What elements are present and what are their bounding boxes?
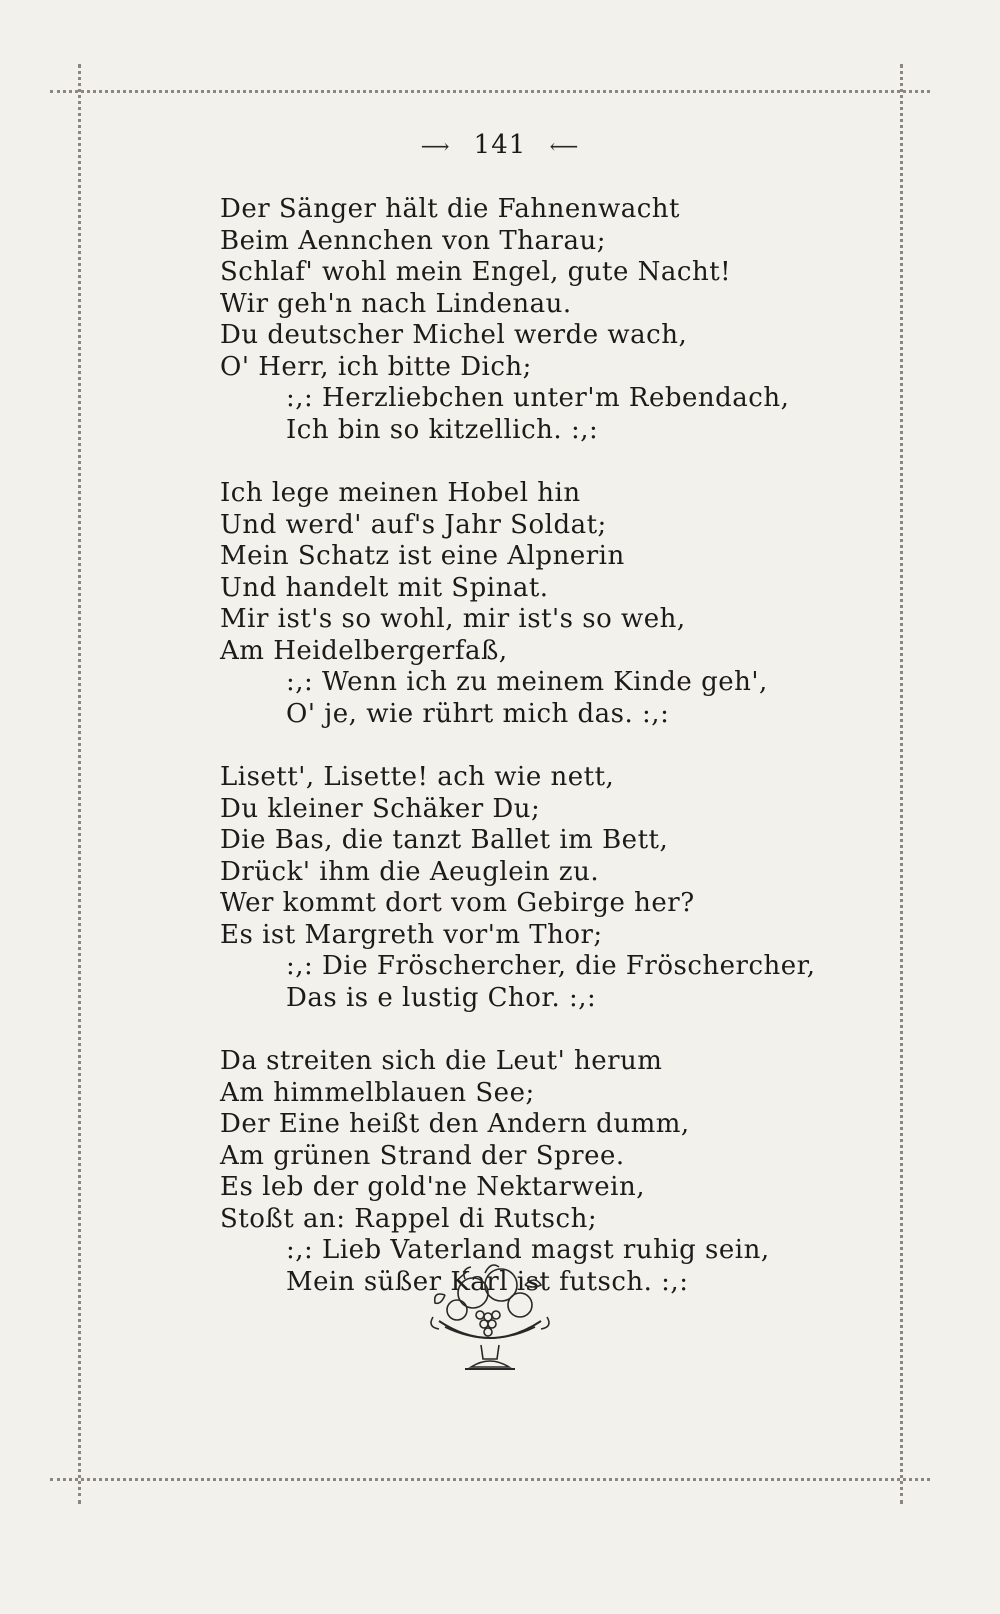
poem-line: Da streiten sich die Leut' herum <box>220 1046 663 1076</box>
poem-line: Der Sänger hält die Fahnenwacht <box>220 194 681 224</box>
page-number: 141 <box>473 130 527 160</box>
poem-line: Du kleiner Schäker Du; <box>220 793 541 824</box>
poem-line: :,: Wenn ich zu meinem Kinde geh', <box>286 667 768 697</box>
poem-line: Der Eine heißt den Andern dumm, <box>220 1109 690 1139</box>
poem-line: Wir geh'n nach Lindenau. <box>220 288 572 319</box>
top-dotted-rule <box>50 90 930 96</box>
poem-line: Mir ist's so wohl, mir ist's so weh, <box>220 604 686 634</box>
left-dotted-rule <box>78 64 84 1504</box>
poem-line: Ich lege meinen Hobel hin <box>220 478 581 508</box>
poem-line: Stoßt an: Rappel di Rutsch; <box>220 1203 598 1234</box>
poem-body <box>220 194 816 1330</box>
right-ornament-icon: ⟵ <box>549 134 580 158</box>
poem-line: :,: Herzliebchen unter'm Rebendach, <box>286 383 790 413</box>
poem-line: Es leb der gold'ne Nektarwein, <box>220 1172 645 1202</box>
stanza <box>220 194 790 446</box>
poem-line: Und werd' auf's Jahr Soldat; <box>220 509 607 540</box>
poem-line: Das is e lustig Chor. :,: <box>286 982 597 1013</box>
poem-line: Ich bin so kitzellich. :,: <box>286 414 599 445</box>
poem-line: O' Herr, ich bitte Dich; <box>220 351 532 382</box>
poem-line: Lisett', Lisette! ach wie nett, <box>220 762 615 792</box>
poem-line: Wer kommt dort vom Gebirge her? <box>220 888 695 918</box>
bottom-dotted-rule <box>50 1478 930 1484</box>
poem-line: Mein süßer Karl ist futsch. :,: <box>286 1266 689 1297</box>
poem-line: Die Bas, die tanzt Ballet im Bett, <box>220 825 669 855</box>
fruit-bowl-vignette-icon <box>425 1255 555 1384</box>
poem-line: Am Heidelbergerfaß, <box>220 635 508 666</box>
poem-line: :,: Lieb Vaterland magst ruhig sein, <box>286 1235 770 1265</box>
stanza <box>220 762 816 1014</box>
poem-line: Am himmelblauen See; <box>220 1077 535 1108</box>
poem-line: Mein Schatz ist eine Alpnerin <box>220 541 625 571</box>
poem-line: Und handelt mit Spinat. <box>220 572 549 603</box>
poem-line: Drück' ihm die Aeuglein zu. <box>220 856 600 887</box>
poem-line: O' je, wie rührt mich das. :,: <box>286 698 670 729</box>
poem-line: Schlaf' wohl mein Engel, gute Nacht! <box>220 257 732 287</box>
poem-line: Es ist Margreth vor'm Thor; <box>220 919 603 950</box>
right-dotted-rule <box>900 64 906 1504</box>
poem-line: Du deutscher Michel werde wach, <box>220 320 688 350</box>
poem-line: Beim Aennchen von Tharau; <box>220 225 606 256</box>
poem-line: Am grünen Strand der Spree. <box>220 1140 625 1171</box>
page-number-header <box>0 130 1000 160</box>
stanza <box>220 478 780 730</box>
poem-line: :,: Die Fröschercher, die Fröschercher, <box>286 951 816 981</box>
left-ornament-icon: ⟶ <box>420 134 451 158</box>
